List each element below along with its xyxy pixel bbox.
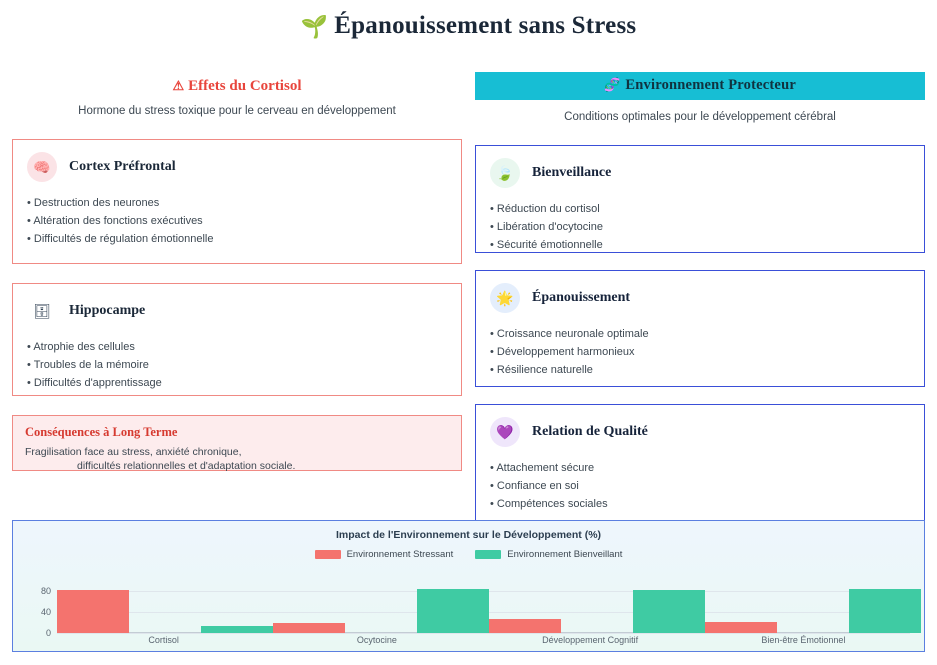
list-item: • Compétences sociales (490, 497, 910, 512)
warning-icon: ⚠ (172, 78, 185, 93)
chart-gridline (57, 633, 910, 634)
chart-y-tick-label: 40 (40, 607, 51, 618)
hippocampus-icon: 🗄 (27, 296, 57, 326)
chart-bar (489, 619, 561, 633)
card-bullets (490, 461, 910, 512)
consequences-line1: Fragilisation face au stress, anxiété chronique, (25, 446, 242, 458)
brain-icon: 🧠 (27, 152, 57, 182)
chart-bar (201, 626, 273, 633)
star-icon: 🌟 (490, 283, 520, 313)
chart-bar (417, 589, 489, 633)
chart-y-tick-label: 0 (45, 628, 51, 638)
chart-y-tick-label: 80 (40, 586, 51, 597)
card-cortex-prefrontal (12, 139, 462, 264)
chart-legend (13, 549, 924, 560)
chart-bar-group (705, 581, 921, 633)
cortisol-header-text: Effets du Cortisol (188, 78, 302, 94)
card-bullets (490, 202, 910, 253)
legend-item-stress (315, 549, 454, 560)
card-header (27, 152, 447, 182)
plant-icon: 🌱 (300, 14, 329, 39)
leaf-icon: 🍃 (490, 158, 520, 188)
chart-x-tick-label: Bien-être Émotionnel (761, 635, 846, 645)
chart-bar (849, 589, 921, 633)
card-bullets (27, 340, 447, 391)
card-title: Cortex Préfrontal (69, 159, 176, 174)
list-item: • Confiance en soi (490, 479, 910, 494)
card-bienveillance (475, 145, 925, 253)
legend-swatch (315, 550, 341, 559)
chart-x-tick-labels (57, 635, 910, 645)
page-title (0, 12, 937, 40)
card-header (490, 158, 910, 188)
list-item: • Destruction des neurones (27, 196, 447, 211)
chart-x-tick-label: Cortisol (148, 635, 179, 645)
protective-header (475, 72, 925, 100)
cortisol-subtitle: Hormone du stress toxique pour le cerveau en développement (78, 105, 396, 117)
card-epanouissement (475, 270, 925, 387)
consequences-text (25, 445, 449, 473)
consequences-title: Conséquences à Long Terme (25, 425, 178, 439)
chart-bar-group (273, 581, 489, 633)
list-item: • Développement harmonieux (490, 345, 910, 360)
card-title: Épanouissement (532, 290, 631, 305)
cortisol-column (12, 78, 462, 471)
chart-bar-group (57, 581, 273, 633)
heart-icon: 💜 (490, 417, 520, 447)
chart-bar-group (489, 581, 705, 633)
card-title: Bienveillance (532, 165, 612, 180)
dna-icon: 🧬 (604, 77, 621, 92)
list-item: • Atrophie des cellules (27, 340, 447, 355)
cortisol-header (12, 78, 462, 95)
card-header (27, 296, 447, 326)
list-item: • Sécurité émotionnelle (490, 238, 910, 253)
list-item: • Croissance neuronale optimale (490, 327, 910, 342)
list-item: • Attachement sécure (490, 461, 910, 476)
chart-x-tick-label: Ocytocine (356, 635, 397, 645)
list-item: • Résilience naturelle (490, 363, 910, 378)
consequences-line2: difficultés relationnelles et d'adaptation sociale. (77, 460, 296, 472)
legend-item-bienveillant (475, 549, 622, 560)
chart-title: Impact de l'Environnement sur le Développement (%) (335, 529, 602, 541)
card-title: Hippocampe (69, 303, 146, 318)
card-bullets (490, 327, 910, 378)
legend-label: Environnement Stressant (346, 549, 454, 560)
page-title-text: Épanouissement sans Stress (334, 12, 637, 39)
list-item: • Difficultés de régulation émotionnelle (27, 232, 447, 247)
protective-column (475, 72, 925, 521)
chart-bar (705, 622, 777, 633)
card-hippocampe (12, 283, 462, 396)
card-header (490, 417, 910, 447)
card-title: Relation de Qualité (532, 424, 648, 439)
list-item: • Altération des fonctions exécutives (27, 214, 447, 229)
impact-chart-panel (12, 520, 925, 652)
legend-label: Environnement Bienveillant (507, 549, 623, 560)
chart-bar (273, 623, 345, 633)
protective-header-text: Environnement Protecteur (625, 77, 796, 93)
chart-bars (57, 581, 910, 633)
protective-subtitle: Conditions optimales pour le développement cérébral (564, 111, 836, 123)
list-item: • Troubles de la mémoire (27, 358, 447, 373)
chart-bar (57, 590, 129, 633)
card-header (490, 283, 910, 313)
consequences-box (12, 415, 462, 471)
list-item: • Difficultés d'apprentissage (27, 376, 447, 391)
chart-x-tick-label: Développement Cognitif (542, 635, 639, 645)
chart-plot-area (40, 581, 910, 638)
chart-bar (633, 590, 705, 633)
card-relation-de-qualite (475, 404, 925, 521)
legend-swatch (475, 550, 501, 559)
list-item: • Réduction du cortisol (490, 202, 910, 217)
card-bullets (27, 196, 447, 247)
list-item: • Libération d'ocytocine (490, 220, 910, 235)
